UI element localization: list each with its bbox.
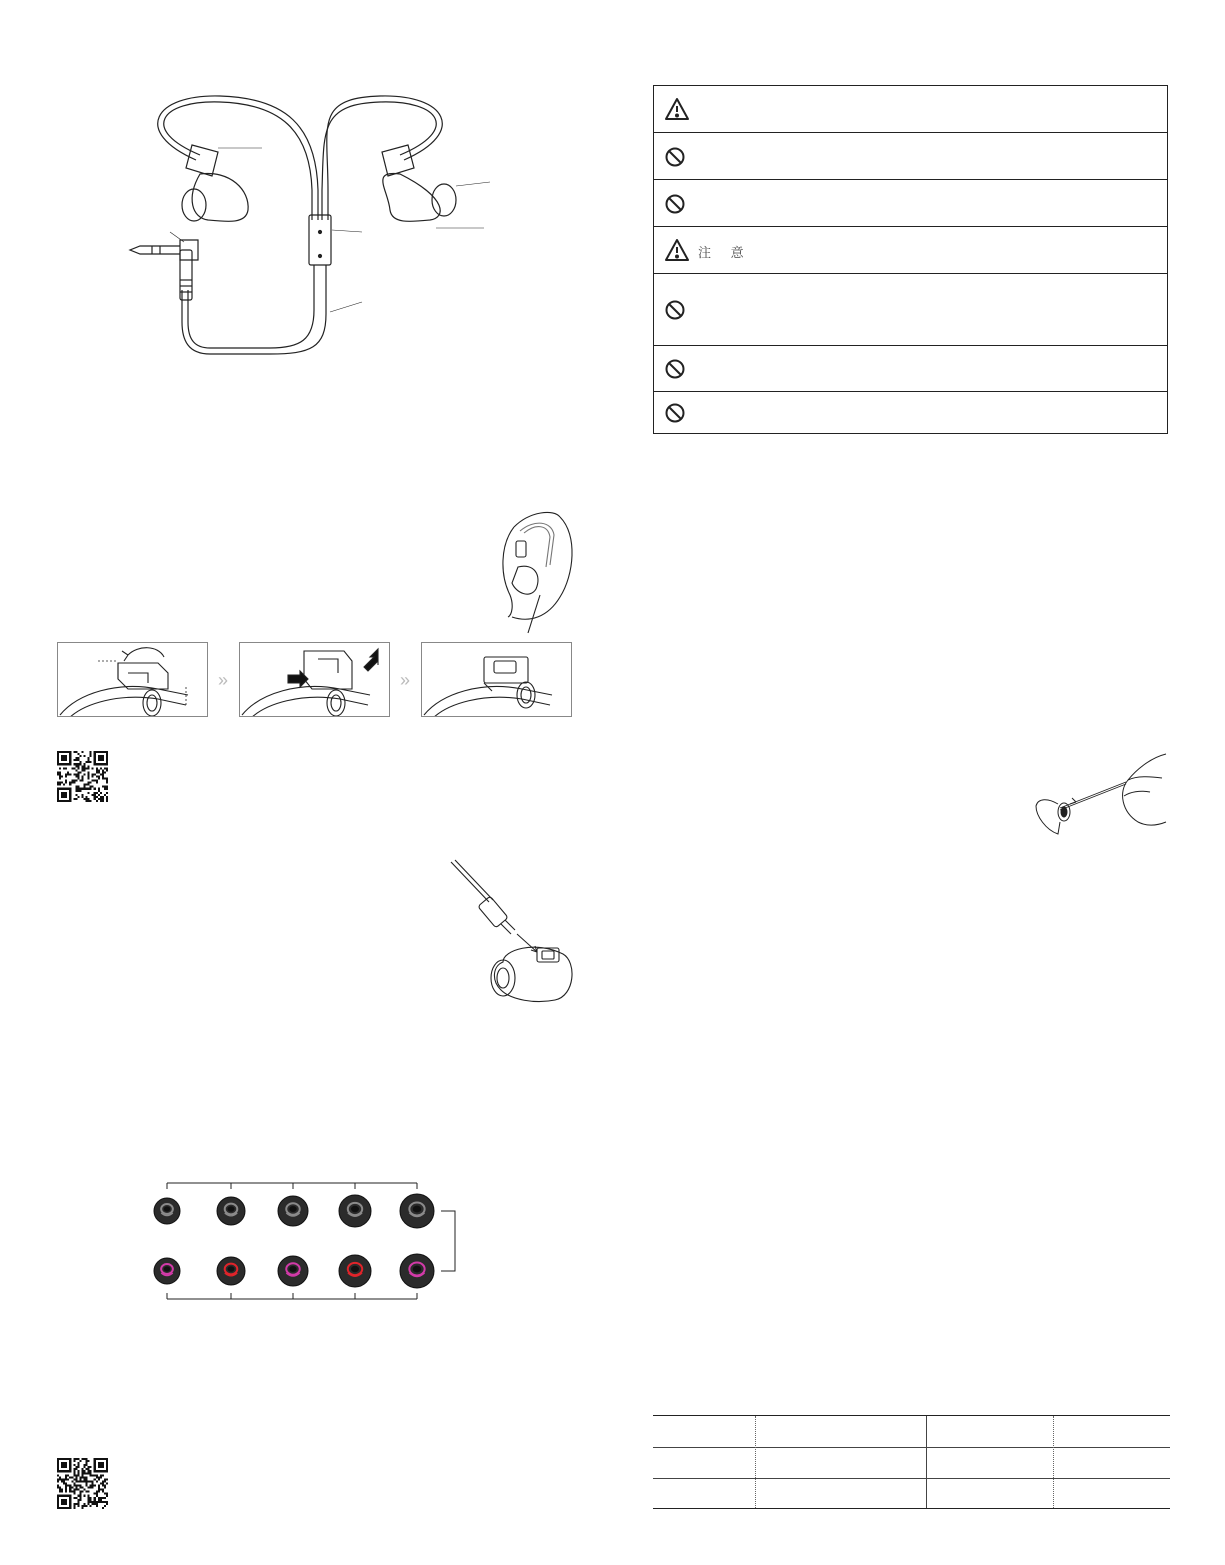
table-rule xyxy=(653,1415,1170,1416)
ear-tip-hole xyxy=(351,1266,359,1272)
ear-tip-hole xyxy=(289,1266,297,1272)
ear-tip-hole xyxy=(164,1266,171,1271)
prohibition-row xyxy=(654,180,1167,227)
table-divider xyxy=(1053,1416,1054,1508)
table-divider xyxy=(926,1416,927,1508)
table-rule xyxy=(653,1508,1170,1509)
table-rule xyxy=(653,1478,1170,1479)
warning-triangle-icon xyxy=(664,97,690,121)
warning-row xyxy=(654,86,1167,133)
ear-tips-diagram xyxy=(145,1165,465,1305)
ear-tip-hole xyxy=(164,1206,171,1211)
ear-tip-hole xyxy=(413,1206,422,1213)
prohibition-row xyxy=(654,274,1167,346)
caution-label: 注 意 xyxy=(698,245,752,260)
spec-table xyxy=(653,1415,1170,1509)
prohibition-row xyxy=(654,392,1167,433)
prohibition-icon xyxy=(664,193,686,215)
step-2-box xyxy=(239,642,390,717)
step-arrow-icon: » xyxy=(400,670,411,690)
step-1-box xyxy=(57,642,208,717)
bracket-line xyxy=(441,1211,455,1271)
caution-triangle-icon xyxy=(664,238,690,262)
table-rule xyxy=(653,1447,1170,1448)
qr-code xyxy=(57,1458,108,1509)
step-3-box xyxy=(421,642,572,717)
ear-tip-hole xyxy=(228,1206,235,1212)
cleaning-illustration xyxy=(1030,752,1170,844)
ear-wearing-illustration xyxy=(490,505,580,635)
qr-code xyxy=(57,751,108,802)
prohibition-icon xyxy=(664,358,686,380)
product-diagram xyxy=(100,90,500,370)
prohibition-row xyxy=(654,133,1167,180)
prohibition-icon xyxy=(664,146,686,168)
step-arrow-icon: » xyxy=(218,670,229,690)
prohibition-icon xyxy=(664,402,686,424)
cable-connection-illustration xyxy=(445,858,580,1008)
ear-tip-hole xyxy=(351,1206,359,1212)
warnings-table xyxy=(653,85,1168,434)
table-divider xyxy=(755,1416,756,1508)
ear-tip-hole xyxy=(413,1266,422,1273)
prohibition-icon xyxy=(664,299,686,321)
ear-tip-hole xyxy=(228,1266,235,1272)
prohibition-row xyxy=(654,346,1167,392)
caution-row xyxy=(654,227,1167,274)
ear-tip-hole xyxy=(289,1206,297,1212)
